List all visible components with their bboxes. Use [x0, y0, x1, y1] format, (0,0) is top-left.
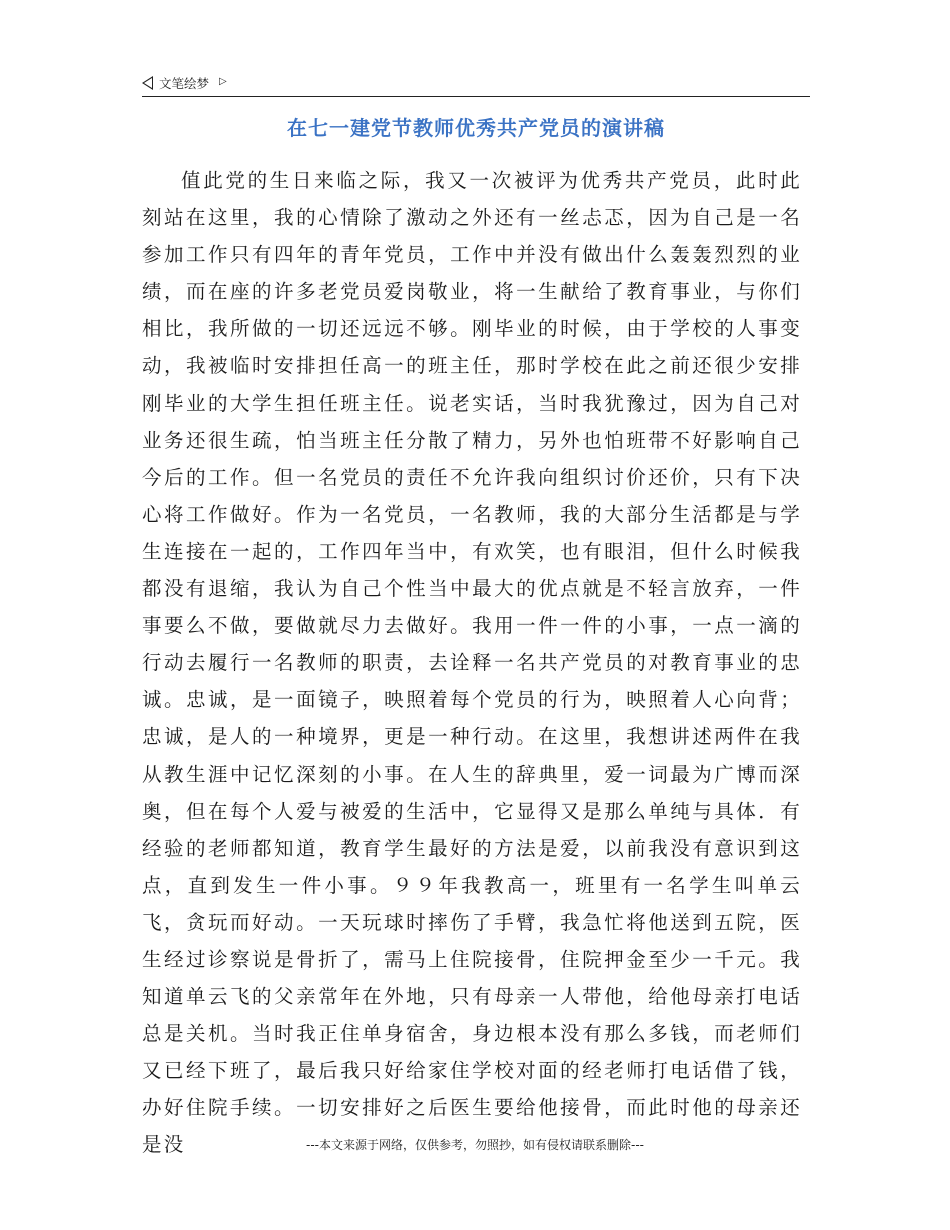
- header-brand: 文笔绘梦: [159, 76, 210, 91]
- body-paragraph: 值此党的生日来临之际，我又一次被评为优秀共产党员，此时此刻站在这里，我的心情除了激动之外还有一丝忐忑，因为自己是一名参加工作只有四年的青年党员，工作中并没有做出什么轰轰烈烈的业绩，而在座的许多老党员爱岗敬业，将一生献给了教育事业，与你们相比，我所做的一切还远远不够。刚毕业的时候，由于学校的人事变动，我被临时安排担任高一的班主任，那时学校在此之前还很少安排刚毕业的大学生担任班主任。说老实话，当时我犹豫过，因为自己对业务还很生疏，怕当班主任分散了精力，另外也怕班带不好影响自己今后的工作。但一名党员的责任不允许我向组织讨价还价，只有下决心将工作做好。作为一名党员，一名教师，我的大部分生活都是与学生连接在一起的，工作四年当中，有欢笑，也有眼泪，但什么时候我都没有退缩，我认为自己个性当中最大的优点就是不轻言放弃，一件事要么不做，要做就尽力去做好。我用一件一件的小事，一点一滴的行动去履行一名教师的职责，去诠释一名共产党员的对教育事业的忠诚。忠诚，是一面镜子，映照着每个党员的行为，映照着人心向背；忠诚，是人的一种境界，更是一种行动。在这里，我想讲述两件在我从教生涯中记忆深刻的小事。在人生的辞典里，爱一词最为广博而深奥，但在每个人爱与被爱的生活中，它显得又是那么单纯与具体．有经验的老师都知道，教育学生最好的方法是爱，以前我没有意识到这点，直到发生一件小事。９９年我教高一，班里有一名学生叫单云飞，贪玩而好动。一天玩球时摔伤了手臂，我急忙将他送到五院，医生经过诊察说是骨折了，需马上住院接骨，住院押金至少一千元。我知道单云飞的父亲常年在外地，只有母亲一人带他，给他母亲打电话总是关机。当时我正住单身宿舍，身边根本没有那么多钱，而老师们又已经下班了，最后我只好给家住学校对面的经老师打电话借了钱，办好住院手续。一切安排好之后医生要给他接骨，而此时他的母亲还是没: [142, 169, 802, 1157]
- left-triangle-icon: [142, 76, 153, 90]
- footer-notice: ---本文来源于网络，仅供参考，勿照抄，如有侵权请联系删除---: [306, 1138, 644, 1152]
- page-header: [142, 70, 810, 97]
- document-title: 在七一建党节教师优秀共产党员的演讲稿: [287, 116, 665, 140]
- right-triangle-icon: ▷: [219, 75, 227, 87]
